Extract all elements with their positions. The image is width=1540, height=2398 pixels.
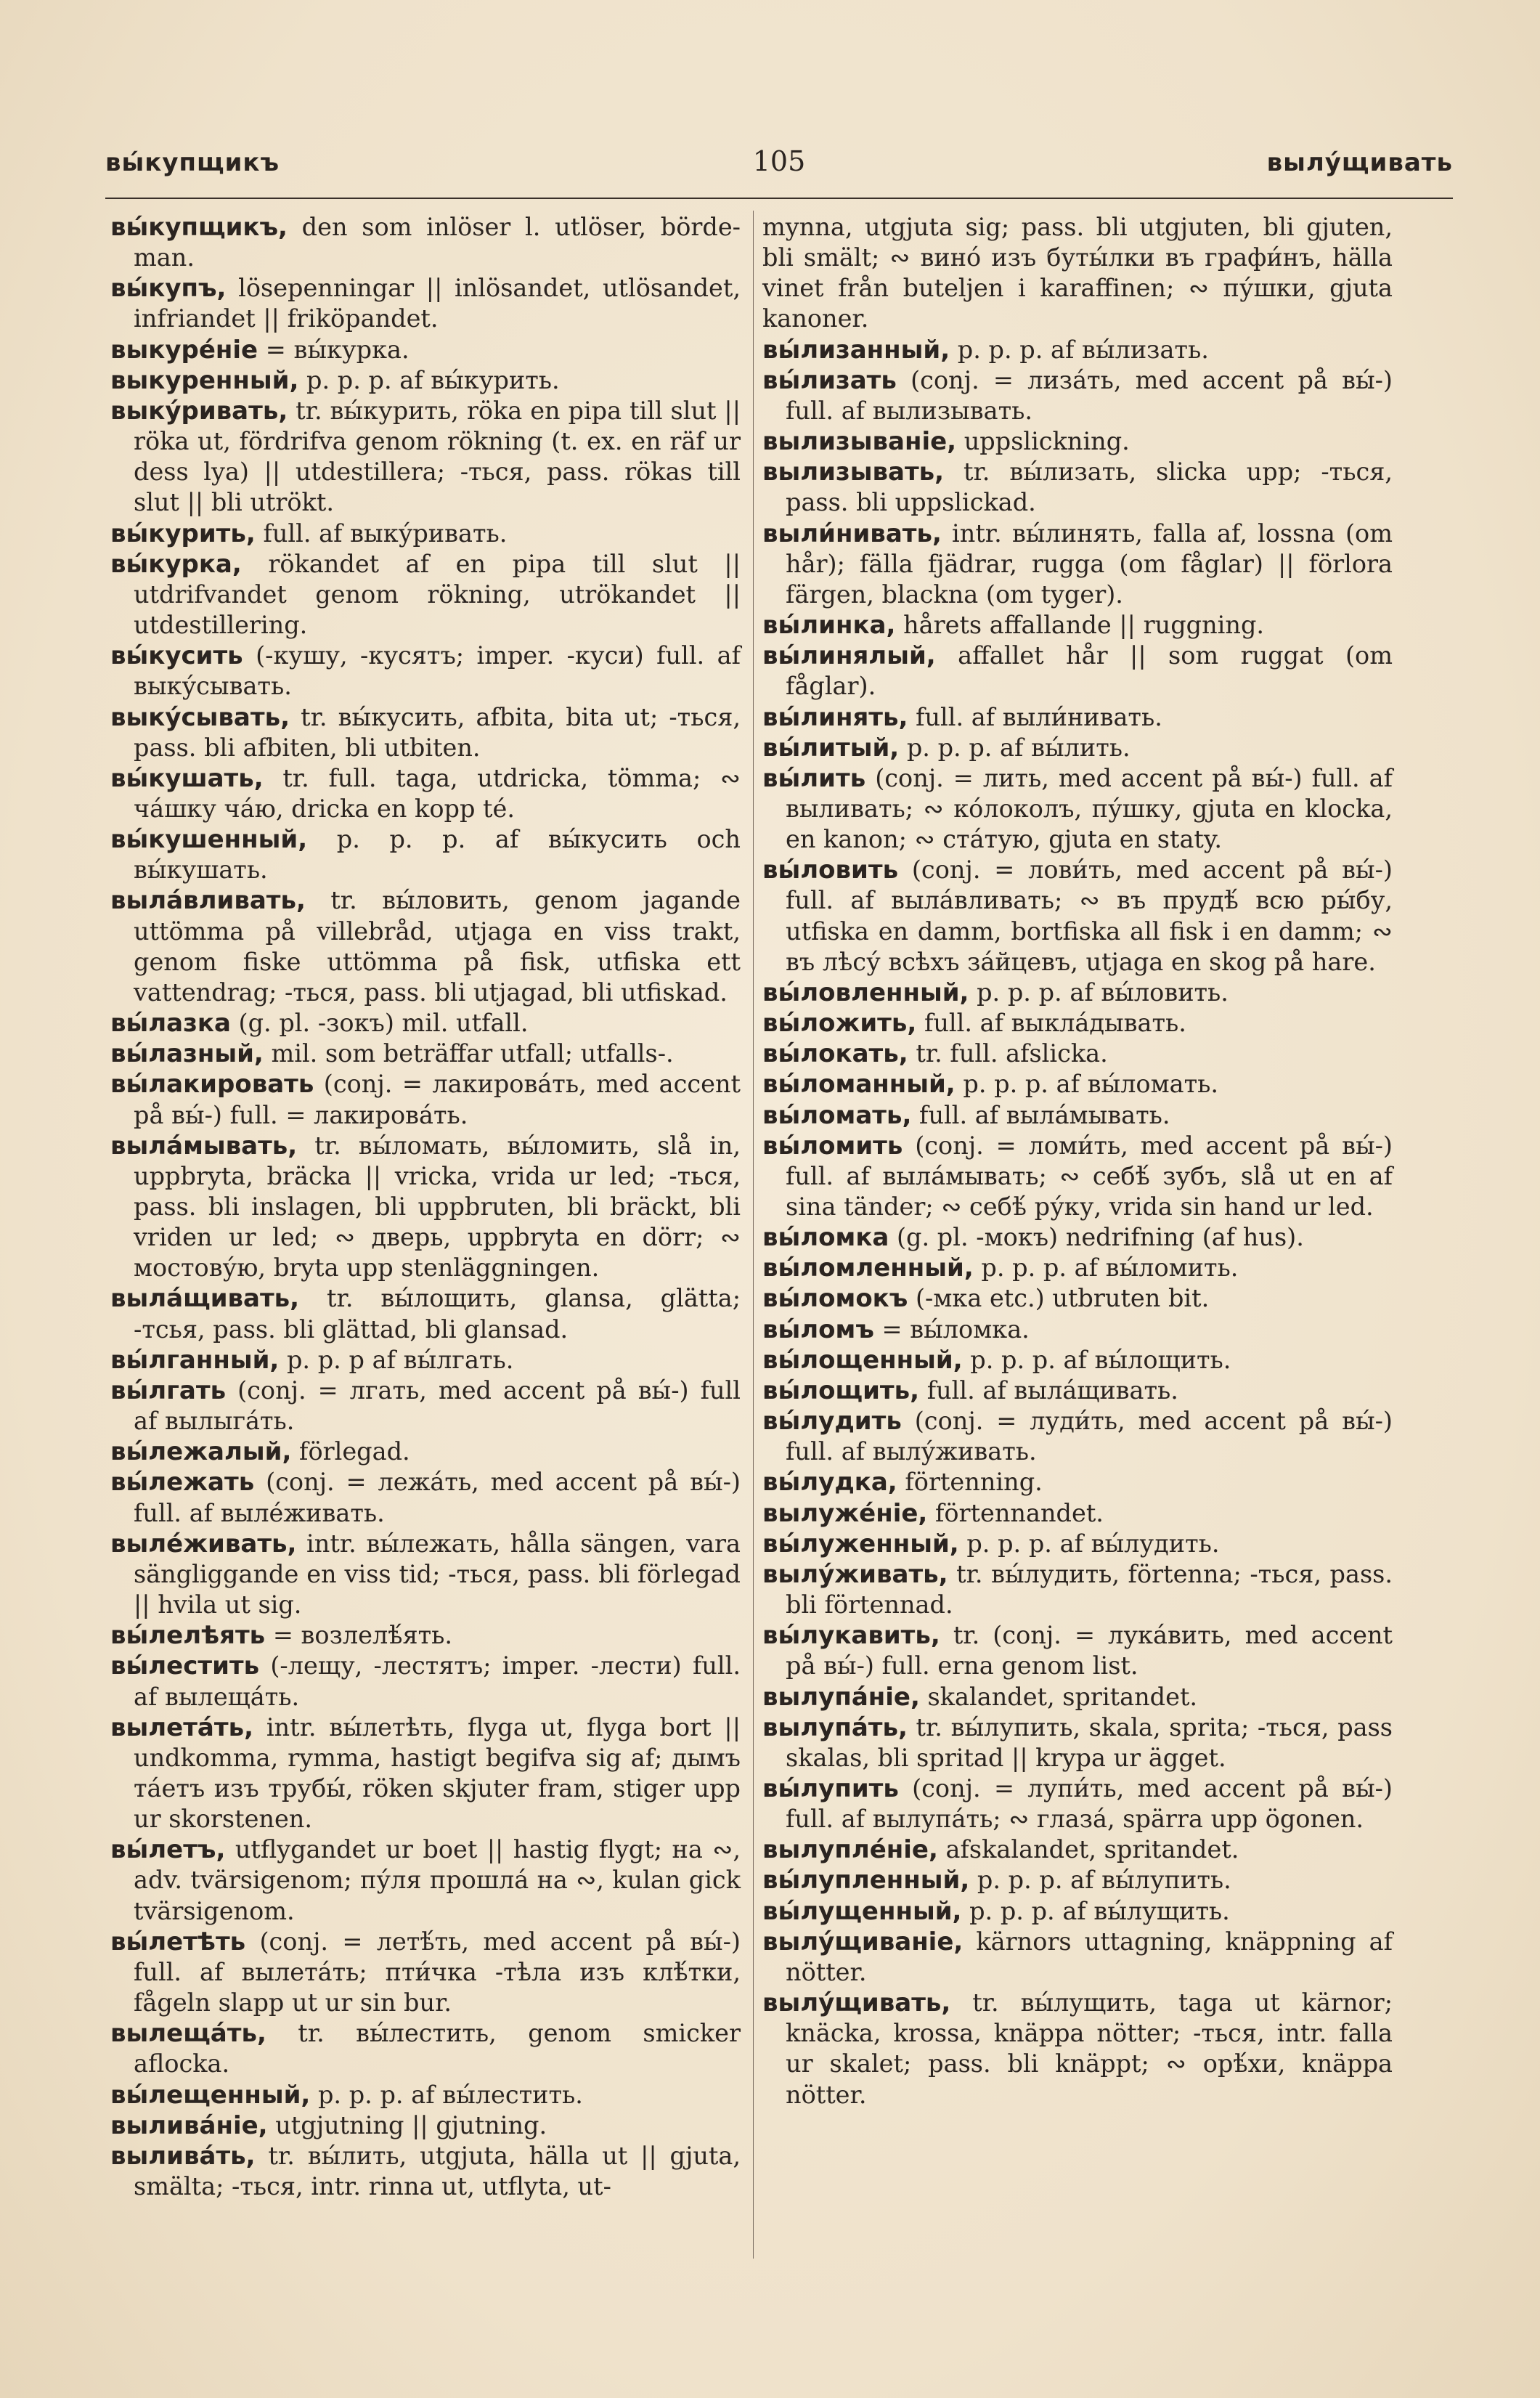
dictionary-entry [762, 1253, 1393, 1283]
dictionary-entry [110, 885, 741, 1008]
entry-definition: tr. вы́кусить, afbita, bita ut; -ться, pass. bli afbiten, bli utbiten. [134, 702, 741, 762]
entry-definition: kärnors uttagning, knäppning af nötter. [786, 1927, 1393, 1986]
entry-headword: вылупа́ніе, [762, 1682, 920, 1712]
entry-definition: = вы́ломка. [873, 1314, 1030, 1344]
entry-definition: rökandet af en pipa till slut || utdrifvandet genom rökning, utrökandet || utdestillering. [134, 549, 741, 640]
entry-headword: вылета́ть, [110, 1712, 253, 1742]
entry-headword: вылива́ніе, [110, 2110, 268, 2140]
entry-definition: tr. (conj. = лука́вить, med accent på вы́-) full. erna genom list. [786, 1621, 1393, 1680]
dictionary-entry [110, 1436, 741, 1467]
entry-headword: выла́мывать, [110, 1131, 298, 1161]
dictionary-entry [110, 2141, 741, 2202]
dictionary-entry [762, 1865, 1393, 1895]
entry-headword: вы́лить [762, 763, 866, 793]
entry-definition: mil. som beträffar utfall; utfalls-. [263, 1039, 674, 1068]
entry-definition: full. af выли́нивать. [908, 702, 1162, 731]
dictionary-entry [110, 1651, 741, 1712]
entry-definition: p. p. p. af вы́лестить. [310, 2080, 583, 2109]
entry-definition: (conj. = лежа́ть, med accent på вы́-) full. af выле́живать. [134, 1468, 741, 1527]
entry-headword: вы́литый, [762, 733, 900, 763]
entry-headword: вылу́щиваніе, [762, 1927, 963, 1956]
dictionary-entry [762, 1283, 1393, 1314]
entry-definition: affallet hår || som ruggat (om fåglar). [786, 641, 1393, 701]
dictionary-entry [762, 212, 1393, 335]
dictionary-entry [762, 641, 1393, 702]
dictionary-entry [762, 1896, 1393, 1927]
dictionary-entry [762, 978, 1393, 1008]
entry-definition: (-лещу, -лестятъ; imper. -лести) full. af вылеща́ть. [134, 1651, 741, 1711]
entry-headword: вы́ложить, [762, 1009, 917, 1039]
dictionary-entry [762, 1345, 1393, 1375]
entry-definition: full. af выла́щивать. [919, 1375, 1178, 1405]
entry-definition: (-мка etc.) utbruten bit. [908, 1284, 1210, 1313]
dictionary-entry [762, 1069, 1393, 1100]
entry-headword: вы́летѣть [110, 1927, 246, 1956]
entry-definition: full. af выкла́дывать. [916, 1009, 1186, 1038]
entry-headword: вылива́ть, [110, 2141, 256, 2171]
dictionary-entry [110, 2018, 741, 2079]
dictionary-entry [110, 365, 741, 396]
entry-definition: = вы́курка. [258, 335, 410, 364]
entry-headword: вы́ломленный, [762, 1253, 974, 1283]
dictionary-entry [762, 1773, 1393, 1834]
entry-headword: вы́ломать, [762, 1100, 912, 1130]
entry-headword: выла́вливать, [110, 886, 306, 916]
dictionary-entry [762, 702, 1393, 733]
entry-headword: вылупа́ть, [762, 1712, 908, 1742]
dictionary-entry [762, 1375, 1393, 1406]
entry-definition: utflygandet ur boet || hastig flygt; на ∾, adv. tvärsigenom; пу́ля прошла́ на ∾, kulan gick tvärsigenom. [134, 1835, 741, 1925]
entry-definition: tr. вы́лизать, slicka upp; -ться, pass. bli uppslickad. [786, 458, 1393, 517]
entry-headword: вы́лупленный, [762, 1866, 970, 1895]
dictionary-entry [110, 1927, 741, 2018]
entry-headword: выла́щивать, [110, 1284, 300, 1314]
dictionary-entry [110, 1529, 741, 1620]
entry-definition: (g. pl. -зокъ) mil. utfall. [230, 1009, 529, 1038]
entry-headword: вы́ломанный, [762, 1070, 956, 1100]
dictionary-entry [110, 2080, 741, 2110]
column-divider [753, 211, 754, 2259]
entry-headword: вы́ломокъ [762, 1284, 908, 1314]
entry-definition: afskalandet, spritandet. [937, 1835, 1239, 1864]
entry-headword: вы́кусить [110, 641, 243, 671]
dictionary-entry [762, 1131, 1393, 1222]
entry-definition: förlegad. [291, 1437, 410, 1466]
entry-definition: tr. вы́ломать, вы́ломить, slå in, uppbryta, bräcka || vricka, vrida ur led; -ться, pass. bli inslagen, bli uppbruten, bli bräckt, bli vriden ur led; ∾ дверь, uppbryta en dörr; ∾ мостову́ю, bryta upp stenläggningen. [134, 1131, 741, 1283]
dictionary-entry [762, 1222, 1393, 1253]
entry-headword: вылу́живать, [762, 1559, 948, 1589]
entry-definition: lösepenningar || inlösandet, utlösandet, infriandet || friköpandet. [134, 274, 741, 333]
dictionary-entry [762, 426, 1393, 457]
entry-definition: förtennandet. [927, 1498, 1104, 1527]
entry-headword: вы́лазка [110, 1009, 231, 1039]
dictionary-entry [110, 1039, 741, 1069]
entry-definition: (conj. = лить, med accent på вы́-) full. af выливать; ∾ ко́локолъ, пу́шку, gjuta en klocka, en kanon; ∾ ста́тую, gjuta en staty. [786, 763, 1393, 854]
entry-headword: вы́лещенный, [110, 2080, 311, 2110]
entry-headword: вы́ловить [762, 855, 899, 885]
dictionary-entry [110, 763, 741, 824]
entry-definition: förtenning. [897, 1468, 1043, 1497]
entry-headword: вы́лежать [110, 1468, 255, 1497]
entry-definition: p. p. p. af вы́ломать. [955, 1070, 1219, 1099]
dictionary-entry [110, 1620, 741, 1651]
entry-definition: hårets affallande || ruggning. [895, 611, 1265, 640]
entry-headword: вы́лизанный, [762, 335, 950, 365]
entry-definition: tr. вы́курить, röka en pipa till slut || röka ut, fördrifva genom rökning (t. ex. en räf ur dess lya) || utdestillera; -ться, pass. rökas till slut || bli utrökt. [134, 396, 741, 517]
entry-headword: вы́ломить [762, 1131, 903, 1161]
entry-definition: p. p. p. af вы́кусить och вы́кушать. [134, 825, 741, 885]
entry-definition: tr. вы́лощить, glansa, glätta; -тсья, pass. bli glättad, bli glansad. [134, 1284, 741, 1344]
entry-definition: tr. вы́лить, utgjuta, hälla ut || gjuta, smälta; -ться, intr. rinna ut, utflyta, ut- [134, 2141, 741, 2200]
page-number: 105 [752, 145, 806, 177]
entry-definition: p. p. p. af вы́ловить. [969, 978, 1229, 1007]
entry-headword: вы́кушенный, [110, 825, 308, 855]
entry-definition: p. p. p. af вы́лупить. [969, 1866, 1231, 1895]
entry-definition: = возлелѣ́ять. [265, 1621, 452, 1650]
entry-headword: вы́лущенный, [762, 1896, 962, 1926]
entry-definition: (-кушу, -кусятъ; imper. -куси) full. af выку́сывать. [134, 641, 741, 701]
dictionary-entry [762, 1712, 1393, 1773]
dictionary-entry [762, 1039, 1393, 1069]
dictionary-entry [110, 1008, 741, 1039]
dictionary-entry [762, 1927, 1393, 1988]
entry-definition: den som inlöser l. utlöser, börde-man. [134, 213, 741, 272]
right-running-head: вылу́щивать [1266, 148, 1453, 177]
dictionary-entry [110, 1131, 741, 1284]
entry-headword: вылеща́ть, [110, 2019, 266, 2049]
entry-definition: intr. вы́линять, falla af, lossna (om hår); fälla fjädrar, rugga (om fåglar) || förlora färgen, blackna (om tyger). [786, 519, 1393, 609]
entry-definition: p. p. p. af вы́лощить. [962, 1345, 1231, 1374]
dictionary-entry [762, 855, 1393, 978]
entry-headword: вы́локать, [762, 1039, 908, 1069]
entry-headword: выли́нивать, [762, 519, 942, 548]
dictionary-entry [110, 396, 741, 519]
header-rule [105, 198, 1453, 199]
entry-definition: tr. вы́лестить, genom smicker aflocka. [134, 2019, 741, 2078]
entry-definition: tr. вы́лупить, skala, sprita; -ться, pass skalas, bli spritad || krypa ur ägget. [786, 1712, 1393, 1772]
dictionary-entry [762, 1498, 1393, 1529]
dictionary-entry [762, 1467, 1393, 1497]
entry-headword: вы́лощенный, [762, 1345, 963, 1375]
entry-headword: вылу́щивать, [762, 1988, 951, 2018]
entry-definition: full. af выла́мывать. [911, 1100, 1170, 1129]
entry-definition: tr. вы́лущить, taga ut kärnor; knäcka, krossa, knäppa nötter; -ться, intr. falla ur skalet; pass. bli knäppt; ∾ орѣ́хи, knäppa nötter. [786, 1988, 1393, 2109]
entry-definition: (conj. = летѣ́ть, med accent på вы́-) full. af вылета́ть; пти́чка -тѣла изъ клѣ́тки, fågeln slapp ut ur sin bur. [134, 1927, 741, 2017]
entry-headword: вы́купщикъ, [110, 213, 288, 242]
dictionary-entry [110, 1467, 741, 1528]
entry-definition: (g. pl. -мокъ) nedrifning (af hus). [889, 1223, 1304, 1252]
entry-headword: вы́линка, [762, 611, 896, 641]
entry-headword: вы́лестить [110, 1651, 260, 1681]
entry-headword: вы́лудка, [762, 1468, 897, 1497]
left-running-head: вы́купщикъ [105, 148, 280, 177]
entry-headword: выле́живать, [110, 1529, 297, 1558]
entry-definition: (conj. = лакирова́ть, med accent på вы́-) full. = лакирова́ть. [134, 1070, 741, 1129]
entry-headword: вы́лазный, [110, 1039, 264, 1069]
entry-headword: вы́линялый, [762, 641, 936, 671]
entry-headword: вылуже́ніе, [762, 1498, 928, 1528]
entry-definition: intr. вы́летѣть, flyga ut, flyga bort || undkomma, rymma, hastigt begifva sig af; дымъ та́етъ изъ трубы́, röken skjuter fram, stiger upp ur skorstenen. [134, 1712, 741, 1834]
entry-headword: вылизывать, [762, 458, 945, 487]
dictionary-entry [762, 1314, 1393, 1345]
entry-headword: вылизываніе, [762, 427, 957, 457]
dictionary-entry [762, 335, 1393, 365]
dictionary-entry [762, 1008, 1393, 1039]
entry-definition: (conj. = лиза́ть, med accent på вы́-) full. af вылизывать. [786, 365, 1393, 425]
dictionary-entry [110, 1069, 741, 1130]
dictionary-entry [762, 457, 1393, 518]
dictionary-entry [110, 1834, 741, 1926]
entry-definition: tr. вы́лудить, förtenna; -ться, pass. bli förtennad. [786, 1559, 1393, 1619]
entry-headword: выку́сывать, [110, 702, 290, 732]
dictionary-entry [110, 641, 741, 702]
dictionary-entry [762, 1559, 1393, 1620]
entry-headword: вы́курка, [110, 549, 242, 579]
entry-headword: вы́луженный, [762, 1529, 959, 1558]
entry-headword: вы́лакировать [110, 1070, 314, 1100]
entry-headword: вы́летъ, [110, 1835, 226, 1865]
entry-headword: вы́лганный, [110, 1345, 280, 1375]
entry-headword: вы́лощить, [762, 1375, 920, 1405]
dictionary-entry [762, 365, 1393, 426]
dictionary-entry [762, 519, 1393, 610]
entry-headword: вы́курить, [110, 519, 256, 548]
dictionary-entry [110, 273, 741, 334]
entry-headword: вы́лукавить, [762, 1621, 940, 1651]
dictionary-entry [110, 2110, 741, 2141]
entry-definition: p. p. p. af вы́лить. [899, 733, 1130, 762]
dictionary-entry [762, 1988, 1393, 2110]
entry-definition: p. p. p. af вы́лизать. [950, 335, 1209, 364]
entry-headword: вы́кушать, [110, 763, 264, 793]
dictionary-entry [762, 1620, 1393, 1681]
entry-definition: uppslickning. [956, 427, 1130, 456]
entry-headword: вы́лудить [762, 1407, 902, 1436]
page-header [105, 142, 1453, 186]
entry-headword: вы́ломка [762, 1223, 889, 1253]
entry-definition: mynna, utgjuta sig; pass. bli utgjuten, bli gjuten, bli smält; ∾ вино́ изъ буты́лки въ графи́нъ, hälla vinet från buteljen i karaffinen; ∾ пу́шки, gjuta kanoner. [762, 213, 1393, 333]
dictionary-entry [110, 335, 741, 365]
entry-headword: вы́линять, [762, 702, 908, 732]
entry-definition: p. p. p. af вы́ломить. [973, 1253, 1239, 1283]
dictionary-entry [110, 824, 741, 885]
entry-definition: tr. вы́ловить, genom jagande uttömma på villebråd, utjaga en viss trakt, genom fiske uttömma på fisk, utfiska ett vattendrag; -ться, pass. bli utjagad, bli utfiskad. [134, 886, 741, 1007]
entry-definition: full. af выку́ривать. [255, 519, 508, 548]
entry-definition: p. p. p af вы́лгать. [279, 1345, 514, 1374]
dictionary-entry [762, 1529, 1393, 1559]
entry-headword: вы́лелѣять [110, 1621, 266, 1651]
entry-headword: вы́ловленный, [762, 978, 969, 1007]
entry-definition: (conj. = ломи́ть, med accent på вы́-) full. af выла́мывать; ∾ себѣ́ зубъ, slå ut en af sina tänder; ∾ себѣ́ ру́ку, vrida sin hand ur led. [786, 1131, 1393, 1221]
dictionary-entry [762, 1834, 1393, 1865]
dictionary-entry [110, 1375, 741, 1436]
dictionary-entry [110, 212, 741, 273]
entry-headword: вы́купъ, [110, 274, 227, 304]
dictionary-entry [110, 549, 741, 641]
entry-headword: вылупле́ніе, [762, 1835, 938, 1865]
dictionary-entry [110, 519, 741, 549]
dictionary-entry [762, 1682, 1393, 1712]
entry-headword: выкуренный, [110, 365, 299, 395]
entry-headword: вы́лгать [110, 1375, 227, 1405]
dictionary-entry [762, 1406, 1393, 1467]
dictionary-entry [762, 733, 1393, 763]
dictionary-entry [762, 763, 1393, 855]
right-column [762, 212, 1393, 2110]
entry-definition: (conj. = лови́ть, med accent på вы́-) full. af выла́вливать; ∾ въ прудѣ́ всю ры́бу, utfiska en damm, bortfiska all fisk i en damm; ∾ въ лѣсу́ всѣхъ за́йцевъ, utjaga en skog på hare. [786, 855, 1393, 976]
entry-headword: выку́ривать, [110, 396, 288, 426]
entry-definition: skalandet, spritandet. [919, 1682, 1198, 1711]
entry-definition: tr. full. afslicka. [908, 1039, 1108, 1068]
entry-definition: p. p. p. af вы́лущить. [961, 1896, 1230, 1925]
dictionary-entry [762, 1100, 1393, 1131]
entry-definition: p. p. p. af вы́курить. [298, 365, 560, 394]
entry-headword: вы́лизать [762, 365, 897, 395]
dictionary-entry [762, 610, 1393, 641]
dictionary-entry [110, 702, 741, 763]
entry-headword: вы́лупить [762, 1773, 899, 1803]
dictionary-entry [110, 1712, 741, 1835]
entry-headword: выкуре́ніе [110, 335, 258, 365]
left-column [110, 212, 741, 2202]
entry-definition: (conj. = лупи́ть, med accent på вы́-) full. af вылупа́ть; ∾ глаза́, spärra upp ögonen. [786, 1773, 1393, 1834]
entry-headword: вы́лежалый, [110, 1437, 292, 1467]
entry-definition: intr. вы́лежать, hålla sängen, vara sängliggande en viss tid; -ться, pass. bli förlegad || hvila ut sig. [134, 1529, 741, 1619]
dictionary-entry [110, 1283, 741, 1344]
dictionary-entry [110, 1345, 741, 1375]
entry-definition: p. p. p. af вы́лудить. [958, 1529, 1220, 1558]
entry-headword: вы́ломъ [762, 1314, 874, 1344]
entry-definition: (conj. = луди́ть, med accent på вы́-) full. af вылу́живать. [786, 1407, 1393, 1466]
entry-definition: (conj. = лгать, med accent på вы́-) full af вылыга́ть. [134, 1375, 741, 1436]
entry-definition: tr. full. taga, utdricka, tömma; ∾ ча́шку ча́ю, dricka en kopp té. [134, 763, 741, 823]
entry-definition: utgjutning || gjutning. [267, 2110, 547, 2139]
